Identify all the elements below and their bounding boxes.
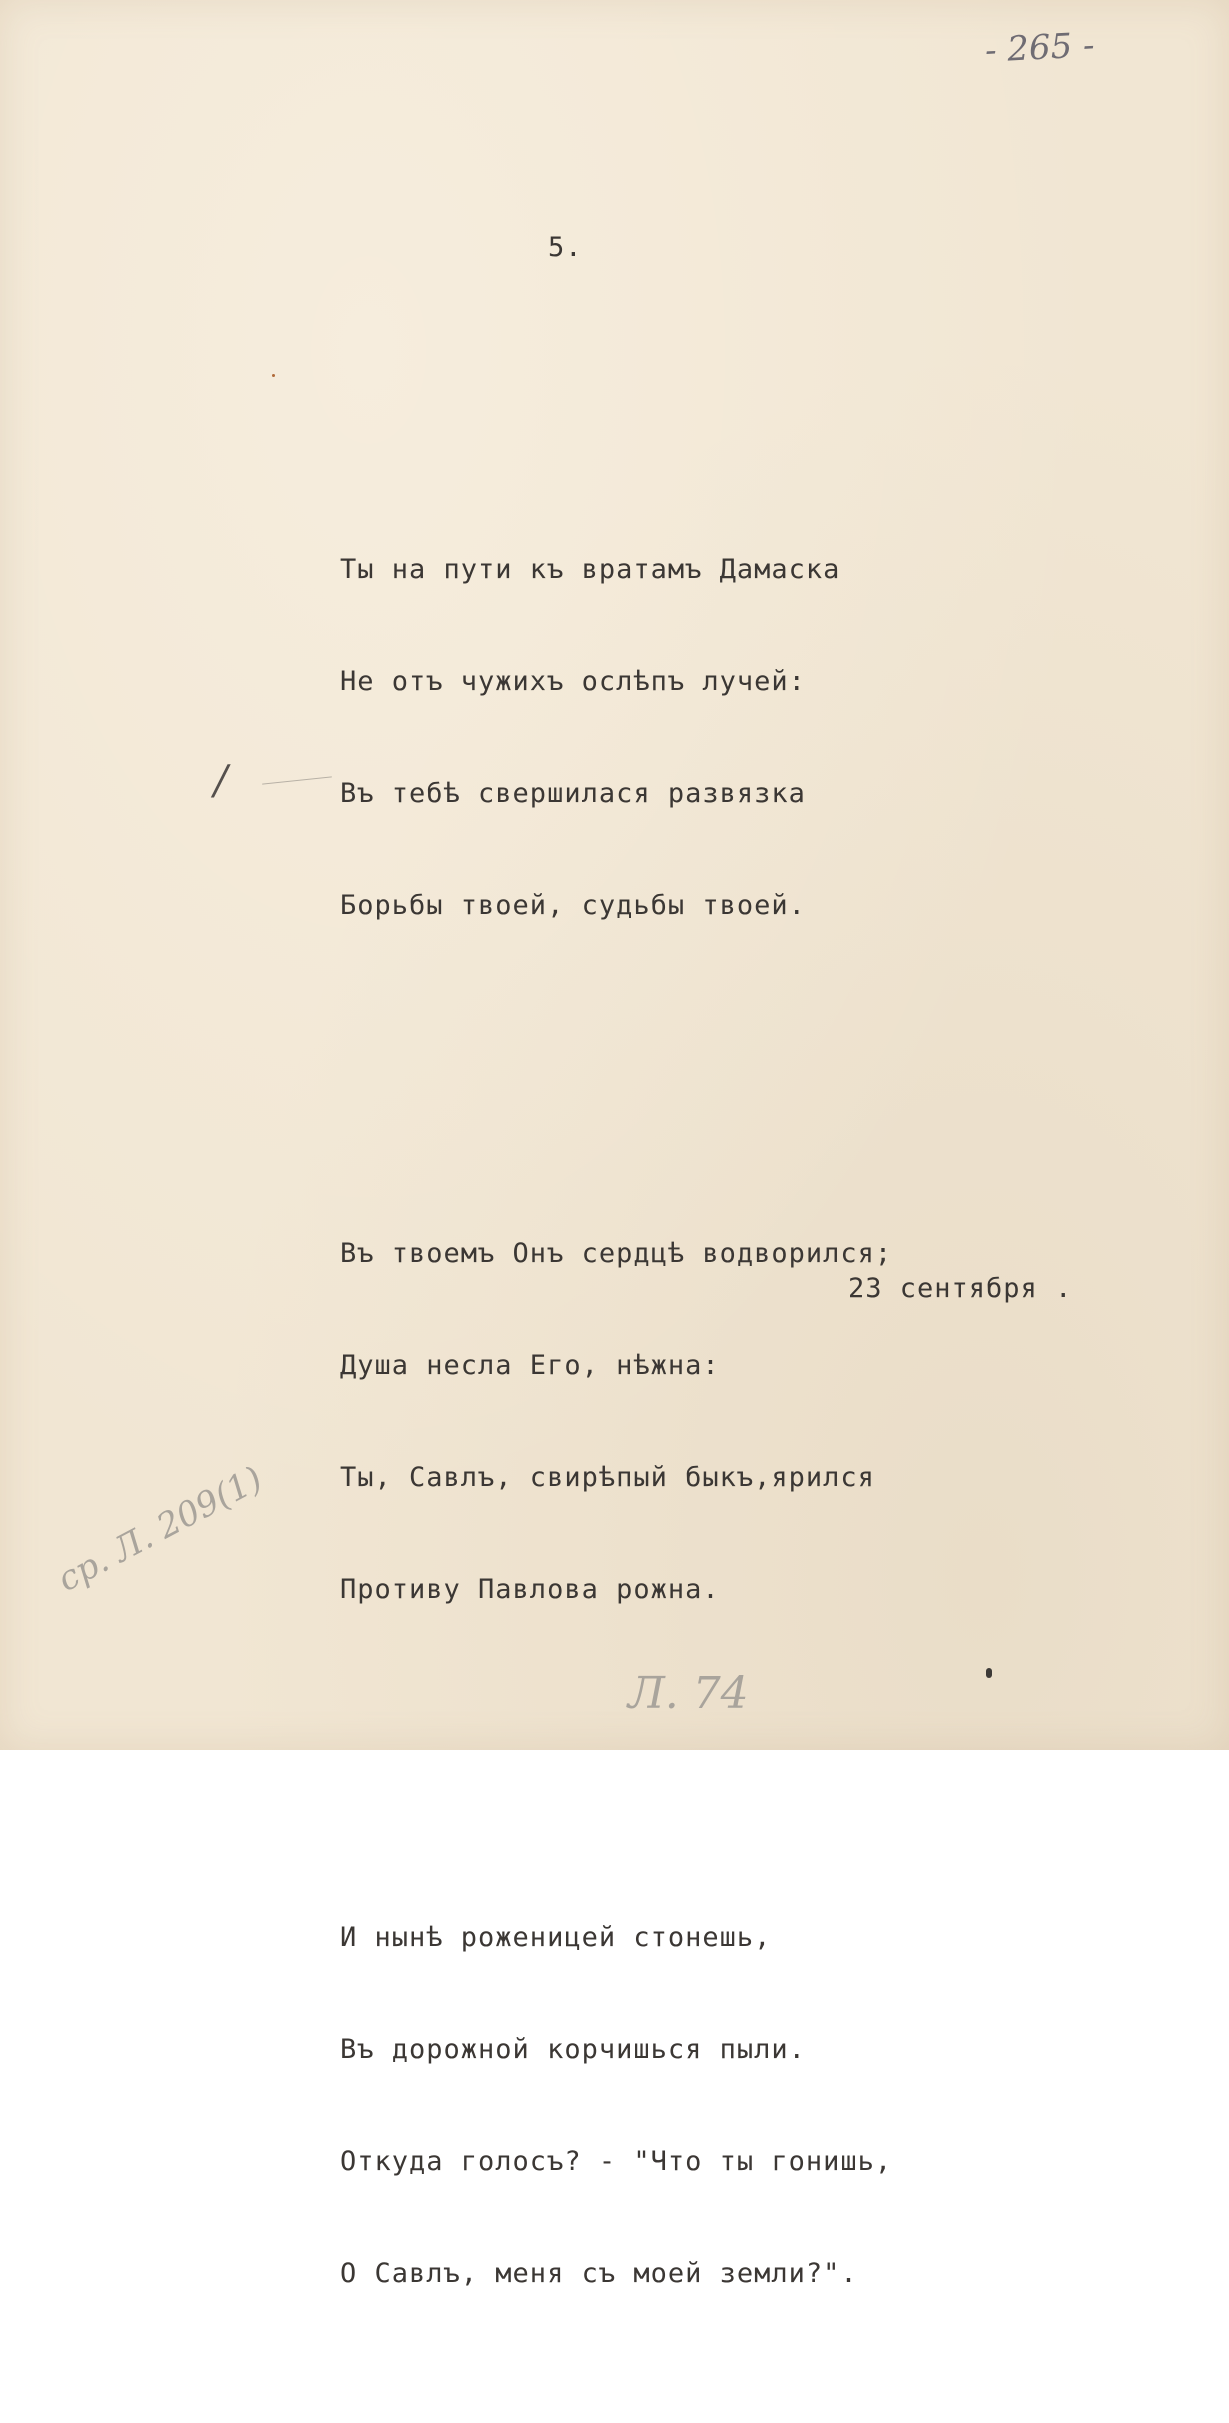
- poem-line: Душа несла Его, нѣжна:: [340, 1350, 720, 1381]
- handwritten-page-number: - 265 -: [984, 25, 1096, 71]
- poem-line: Не отъ чужихъ ослѣпъ лучей:: [340, 666, 806, 697]
- archive-note-left: ср. Л. 209(1): [51, 1458, 270, 1600]
- poem-line: Ты, Савлъ, свирѣпый быкъ,ярился: [340, 1462, 875, 1493]
- stanza-1: [340, 483, 892, 993]
- poem-line: И нынѣ роженицей стонешь,: [340, 1922, 772, 1953]
- stanza-gap: [340, 1055, 892, 1105]
- poem-line: Въ дорожной корчишься пыли.: [340, 2034, 806, 2065]
- ink-dot: [986, 1668, 992, 1678]
- margin-line: [262, 776, 332, 784]
- date: 23 сентября .: [848, 1273, 1073, 1304]
- poem-line: Откуда голосъ? - "Что ты гонишь,: [340, 2146, 893, 2177]
- poem-line: Противу Павлова рожна.: [340, 1574, 720, 1605]
- stanza-2: [340, 1167, 892, 1677]
- archive-note-bottom: Л. 74: [628, 1668, 749, 1719]
- poem-line: О Савлъ, меня съ моей земли?".: [340, 2258, 858, 2289]
- poem-line: Ты на пути къ вратамъ Дамаска: [340, 554, 841, 585]
- poem-line: Борьбы твоей, судьбы твоей.: [340, 890, 806, 921]
- poem: [340, 421, 892, 2423]
- ink-dot: [272, 374, 275, 377]
- poem-line: Въ твоемъ Онъ сердцѣ водворился;: [340, 1238, 893, 1269]
- margin-mark: /: [214, 758, 228, 804]
- stanza-gap: [340, 1739, 892, 1789]
- section-number: 5.: [548, 232, 583, 263]
- stanza-3: [340, 1851, 892, 2361]
- poem-line: Въ тебѣ свершилася развязка: [340, 778, 806, 809]
